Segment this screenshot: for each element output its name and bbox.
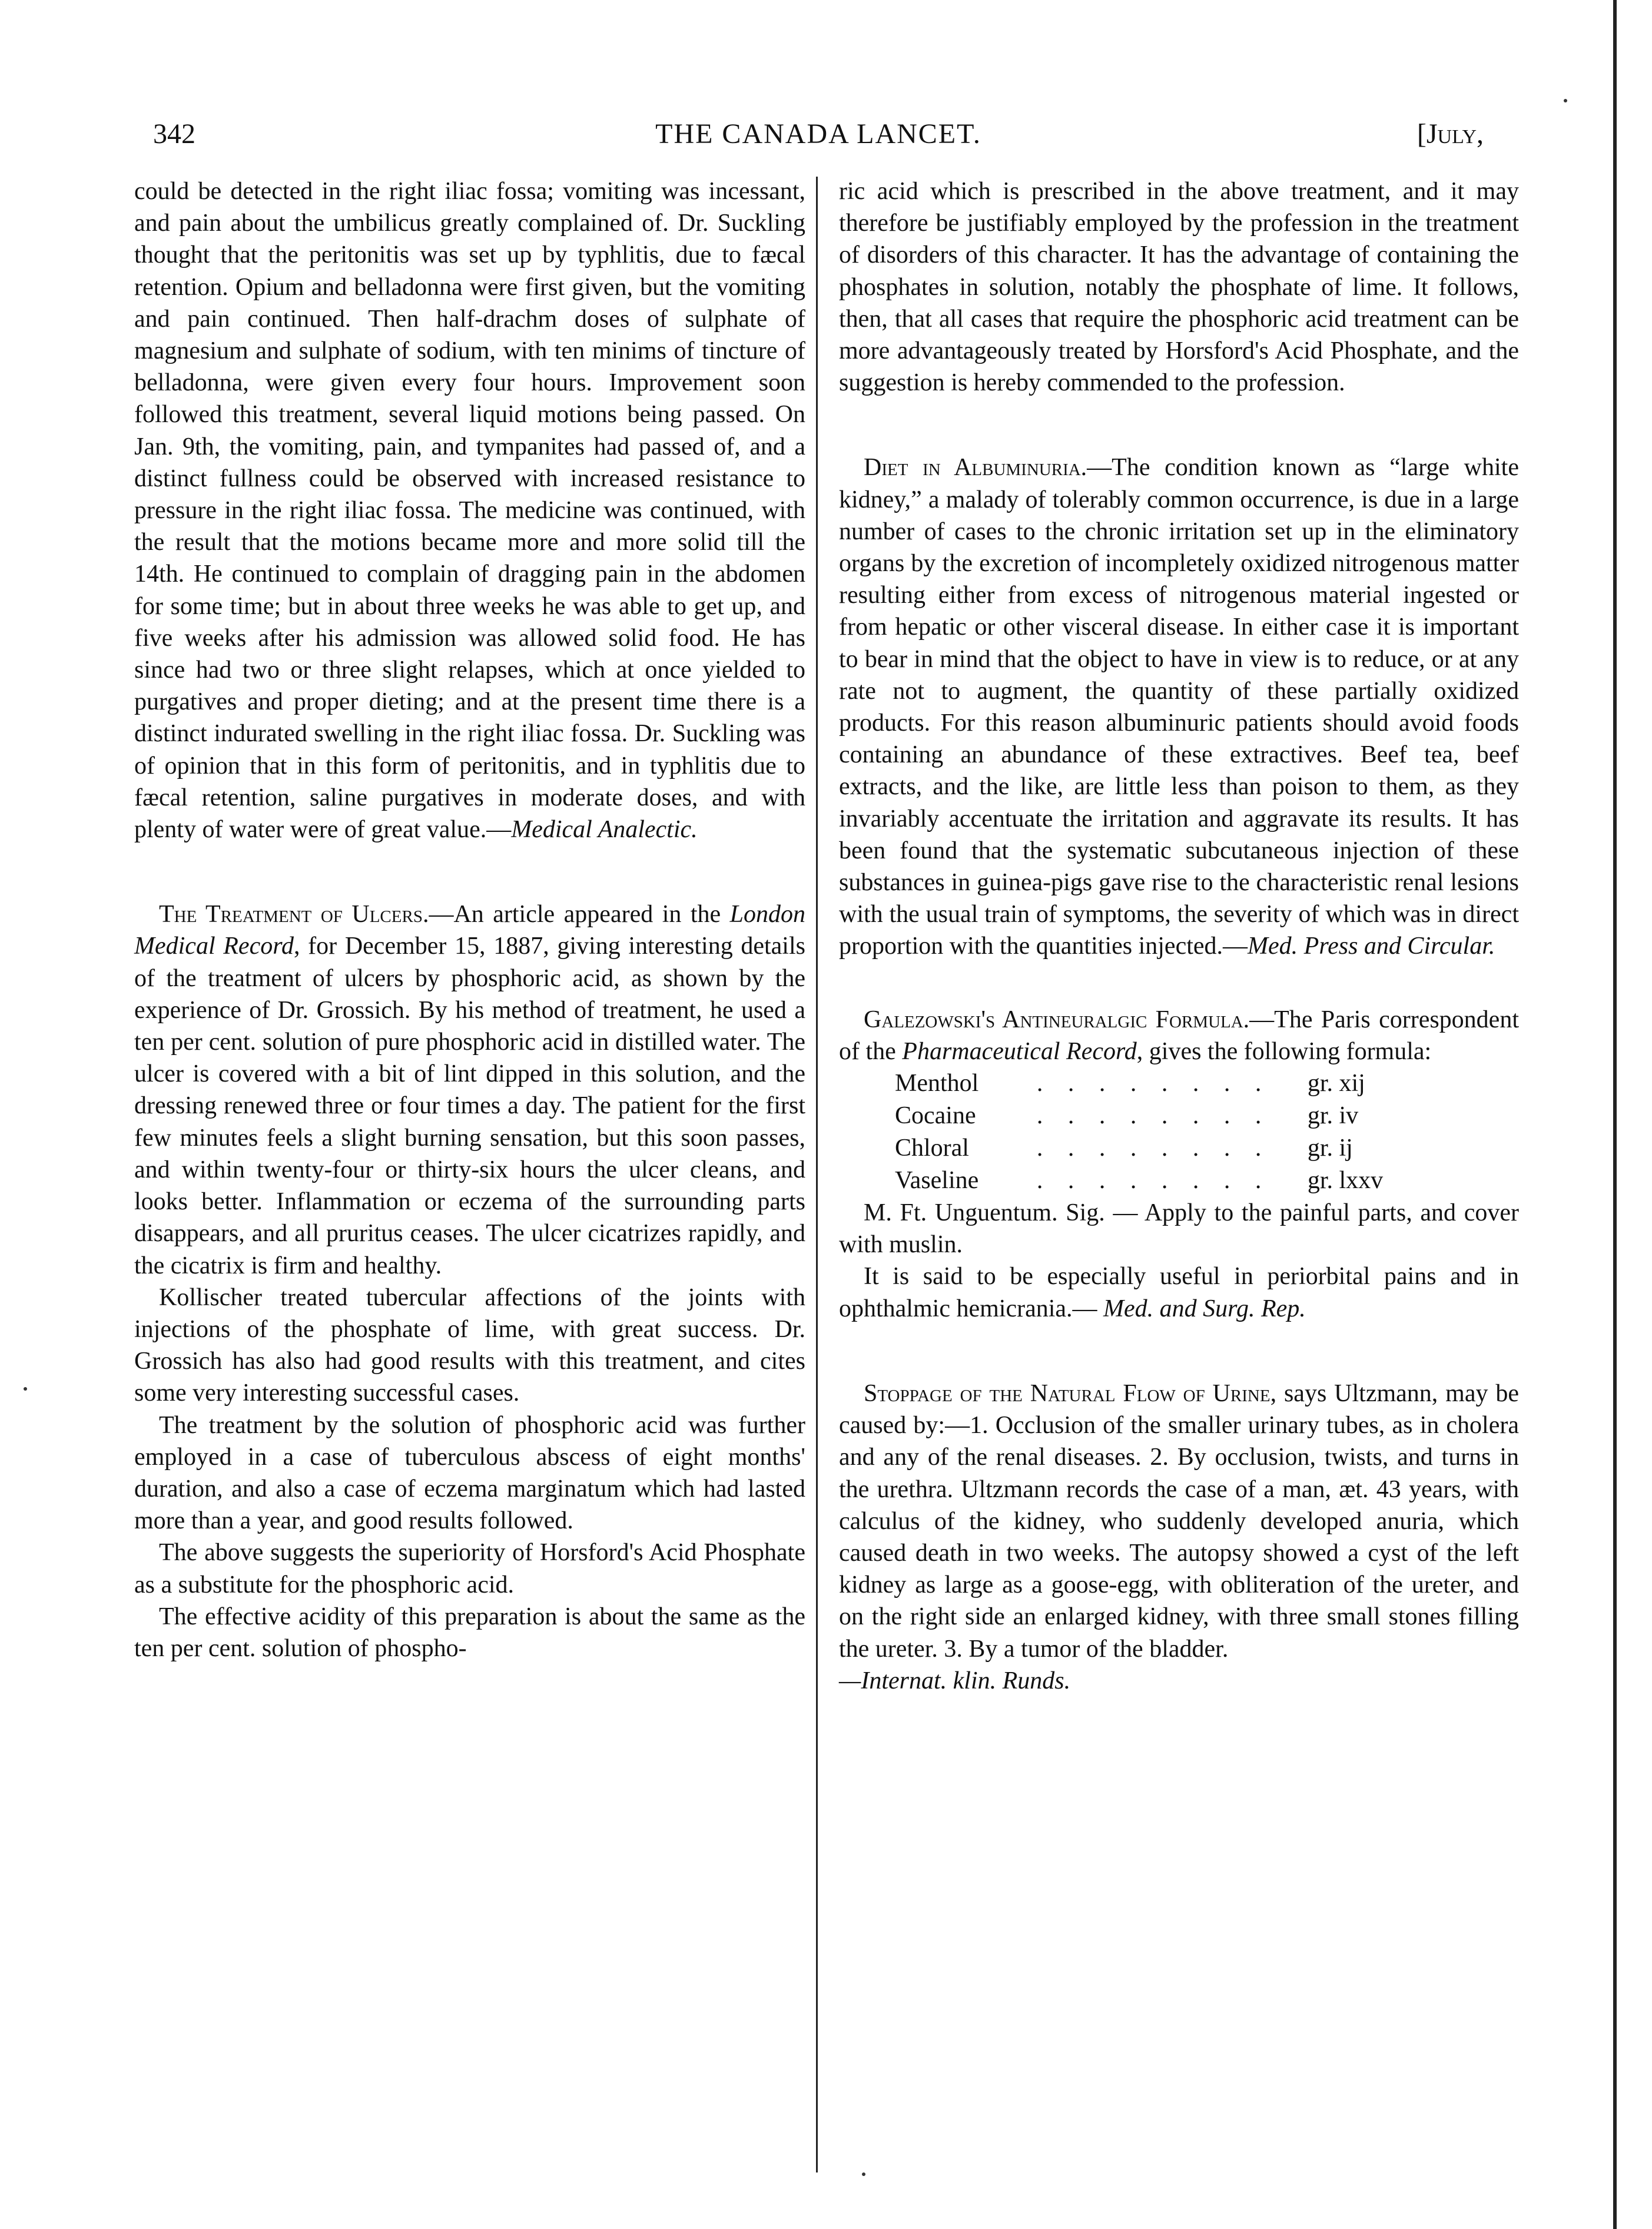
formula-directions: M. Ft. Unguentum. Sig. — Apply to the painful parts, and cover with muslin. — [839, 1199, 1519, 1259]
ingredient-amount: gr. ij — [1307, 1135, 1353, 1162]
ingredient-amount: gr. lxxv — [1307, 1167, 1384, 1195]
article-paragraph: Stoppage of the Natural Flow of Urine, says Ultzmann, may be caused by:—1. Occlusion of the smaller urinary tubes, as in cholera and any of the renal diseases. 2. By occlusion, twists, and turns in the urethra. Ultzmann records the case of a man, æt. 43 years, with calculus of the kidney, who suddenly developed anuria, which caused death in two weeks. The autopsy showed a cyst of the left kidney as large as a goose-egg, with obliteration of the ureter, and on the right side an enlarged kidney, with three small stones filling the ureter. 3. By a tumor of the bladder. — [839, 1379, 1520, 1663]
ingredient-name: Menthol — [895, 1070, 979, 1097]
leader-dots: . . . . . . . . — [1036, 1167, 1271, 1195]
article-paragraph: The above suggests the superiority of Horsford's Acid Phosphate as a substitute for the phosphoric acid. — [134, 1539, 805, 1598]
article-paragraph: Kollischer treated tubercular affections of the joints with injections of the phosphate of lime, with great success. Dr. Grossich has also had good results with this treatment, and cites some very interesting successful cases. — [134, 1283, 805, 1407]
article-heading: Diet in Albuminuria. — [864, 454, 1087, 482]
article-paragraph: The treatment by the solution of phosphoric acid was further employed in a case of tuberculous abscess of eight months' duration, and also a case of eczema marginatum which had lasted more than a year, and good results followed. — [134, 1411, 805, 1535]
column-divider — [816, 177, 818, 2172]
article-heading: Galezowski's Antineuralgic Formula. — [864, 1006, 1250, 1033]
article-source: Med. and Surg. Rep. — [1103, 1295, 1306, 1322]
formula-table — [895, 1067, 1425, 1197]
speck-mark — [862, 2172, 865, 2176]
page-number: 342 — [153, 118, 195, 150]
leader-dots: . . . . . . . . — [1036, 1070, 1271, 1097]
article-source: —Internat. klin. Runds. — [839, 1667, 1071, 1694]
speck-mark — [24, 1387, 27, 1391]
ingredient-amount: gr. iv — [1307, 1102, 1359, 1130]
continued-article-text: could be detected in the right iliac fossa; vomiting was incessant, and pain about the umbilicus greatly complained of. Dr. Suckling thought that the peritonitis was set up by typhlitis, due to fæcal retention. Opium and belladonna were first given, but the vomiting and pain continued. Then half-drachm doses of sulphate of magnesium and sulphate of sodium, with ten minims of tincture of belladonna, were given every four hours. Improvement soon followed this treatment, several liquid motions being passed. On Jan. 9th, the vomiting, pain, and tympanites had passed of, and a distinct fullness could be observed with increased resistance to pressure in the right iliac fossa. The medicine was continued, with the result that the motions became more and more solid till the 14th. He continued to complain of dragging pain in the abdomen for some time; but in about three weeks he was able to get up, and five weeks after his admission was allowed solid food. He has since had two or three slight relapses, which at once yielded to purgatives and proper dieting; and at the present time there is a distinct indurated swelling in the right iliac fossa. Dr. Suckling was of opinion that in this form of peritonitis, and in typhlitis due to fæcal retention, saline purgatives in moderate doses, and with plenty of water were of great value.—Medical Analectic. — [134, 178, 805, 844]
article-paragraph: It is said to be especially useful in periorbital pains and in ophthalmic hemicrania.— Med. and Surg. Rep. — [839, 1263, 1519, 1322]
journal-title: THE CANADA LANCET. — [655, 118, 981, 150]
header-month: [July, — [1417, 118, 1484, 150]
article-heading: Stoppage of the Natural Flow of Urine, — [864, 1379, 1277, 1407]
left-column — [134, 175, 805, 1664]
article-paragraph: The Treatment of Ulcers.—An article appeared in the London Medical Record, for December 15, 1887, giving interesting details of the treatment of ulcers by phosphoric acid, as shown by the experience of Dr. Grossich. By his method of treatment, he used a ten per cent. solution of pure phosphoric acid in distilled water. The ulcer is covered with a bit of lint dipped in this solution, and the dressing renewed three or four times a day. The patient for the first few minutes feels a slight burning sensation, but this soon passes, and within twenty-four or thirty-six hours the ulcer cleans, and looks better. Inflammation or eczema of the surrounding parts disappears, and all pruritus ceases. The ulcer cicatrizes rapidly, and the cicatrix is firm and healthy. — [134, 901, 805, 1279]
article-source: Med. Press and Circular. — [1248, 933, 1495, 960]
leader-dots: . . . . . . . . — [1036, 1102, 1271, 1130]
ingredient-name: Cocaine — [895, 1102, 976, 1130]
article-treatment-of-ulcers — [134, 898, 805, 1664]
formula-row — [895, 1067, 1425, 1100]
formula-row — [895, 1165, 1425, 1197]
running-header — [153, 118, 1484, 159]
binding-edge — [1613, 0, 1617, 2229]
formula-row — [895, 1100, 1425, 1132]
formula-row — [895, 1132, 1425, 1165]
article-heading: The Treatment of Ulcers. — [159, 901, 429, 928]
article-diet-in-albuminuria — [839, 452, 1519, 962]
article-source: Medical Analectic. — [511, 816, 698, 844]
right-column — [839, 175, 1519, 1697]
article-stoppage-of-urine — [839, 1378, 1519, 1697]
article-continuation: ric acid which is prescribed in the above treatment, and it may therefore be justifiably employed by the profession in the treatment of disorders of this character. It has the advantage of containing the phosphates in solution, notably the phosphate of lime. It follows, then, that all cases that require the phosphoric acid treatment can be more advantageously treated by Horsford's Acid Phosphate, and the suggestion is hereby commended to the profession. — [839, 178, 1519, 397]
ingredient-name: Chloral — [895, 1135, 969, 1162]
article-paragraph: The effective acidity of this preparation is about the same as the ten per cent. solution of phospho- — [134, 1603, 805, 1662]
article-paragraph: Galezowski's Antineuralgic Formula.—The Paris correspondent of the Pharmaceutical Record, gives the following formula: — [839, 1006, 1519, 1065]
leader-dots: . . . . . . . . — [1036, 1135, 1271, 1162]
speck-mark — [1564, 99, 1567, 102]
ingredient-name: Vaseline — [895, 1167, 979, 1195]
article-paragraph: Diet in Albuminuria.—The condition known as “large white kidney,” a malady of tolerably common occurrence, is due in a large number of cases to the chronic irritation set up in the eliminatory organs by the excretion of incompletely oxidized nitrogenous matter resulting either from excess of nitrogenous material ingested or from hepatic or other visceral disease. In either case it is important to bear in mind that the object to have in view is to reduce, or at any rate not to augment, the quantity of these partially oxidized products. For this reason albuminuric patients should avoid foods containing an abundance of these extractives. Beef tea, beef extracts, and the like, are little less than poison to them, as they invariably accentuate the irritation and aggravate its results. It has been found that the systematic subcutaneous injection of these substances in guinea-pigs gave rise to the characteristic renal lesions with the usual train of symptoms, the severity of which was in direct proportion with the quantities injected.—Med. Press and Circular. — [839, 454, 1519, 960]
ingredient-amount: gr. xij — [1307, 1070, 1365, 1097]
article-galezowski-formula — [839, 1004, 1519, 1325]
